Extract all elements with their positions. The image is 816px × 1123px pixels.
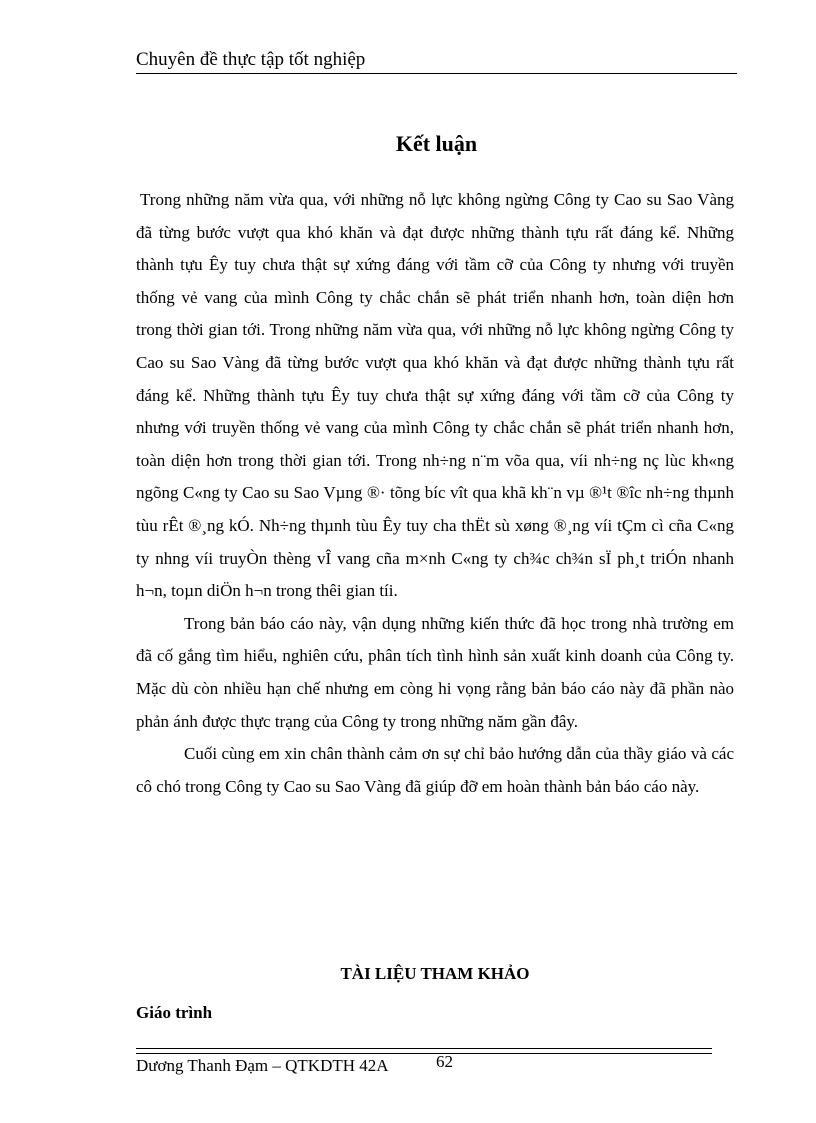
paragraph-1: Trong những năm vừa qua, với những nỗ lực không ngừng Công ty Cao su Sao Vàng đã từng bước vượt qua khó khăn và đạt được những thành tựu rất đáng kể. Những thành tựu Êy tuy chưa thật sự xứng đáng với tầm cỡ của Công ty nhưng với truyền thống vẻ vang của mình Công ty chắc chắn sẽ phát triển nhanh hơn, toàn diện hơn trong thời gian tới. Trong những năm vừa qua, với những nỗ lực không ngừng Công ty Cao su Sao Vàng đã từng bước vượt qua khó khăn và đạt được những thành tựu rất đáng kể. Những thành tựu Êy tuy chưa thật sự xứng đáng với tầm cỡ của Công ty nhưng với truyền thống vẻ vang của mình Công ty chắc chắn sẽ phát triển nhanh hơn, toàn diện hơn trong thời gian tới. Trong nh÷ng n¨m võa qua, víi nh÷ng nç lùc kh«ng ngõng C«ng ty Cao su Sao Vµng ®· tõng bíc vît qua khã kh¨n vµ ®¹t ®îc nh÷ng thµnh tùu rÊt ®¸ng kÓ. Nh÷ng thµnh tùu Êy tuy cha thËt sù xøng ®¸ng víi tÇm cì cña C«ng ty nhng víi truyÒn thèng vÎ vang cña m×nh C«ng ty ch¾c ch¾n sÏ ph¸t triÓn nhanh h¬n, toµn diÖn h¬n trong thêi gian tíi. (136, 190, 734, 601)
references-subheading: Giáo trình (136, 1003, 213, 1022)
footer-author: Dương Thanh Đạm – QTKDTH 42A (136, 1056, 389, 1075)
page-title: Kết luận (395, 131, 478, 156)
footer-divider (136, 1048, 712, 1054)
running-header: Chuyên đề thực tập tốt nghiệp (136, 48, 737, 74)
body-text (136, 184, 734, 803)
page-number: 62 (436, 1052, 453, 1071)
references-heading: TÀI LIỆU THAM KHẢO (340, 964, 530, 983)
paragraph-2: Trong bản báo cáo này, vận dụng những kiến thức đã học trong nhà trường em đã cố gắng tìm hiểu, nghiên cứu, phân tích tình hình sản xuất kinh doanh của Công ty. Mặc dù còn nhiều hạn chế nhưng em còng hi vọng rằng bản báo cáo này đã phần nào phản ánh được thực trạng của Công ty trong những năm gần đây. (136, 613, 734, 731)
paragraph-3: Cuối cùng em xin chân thành cảm ơn sự chỉ bảo hướng dẫn của thầy giáo và các cô chó trong Công ty Cao su Sao Vàng đã giúp đỡ em hoàn thành bản báo cáo này. (136, 744, 734, 796)
